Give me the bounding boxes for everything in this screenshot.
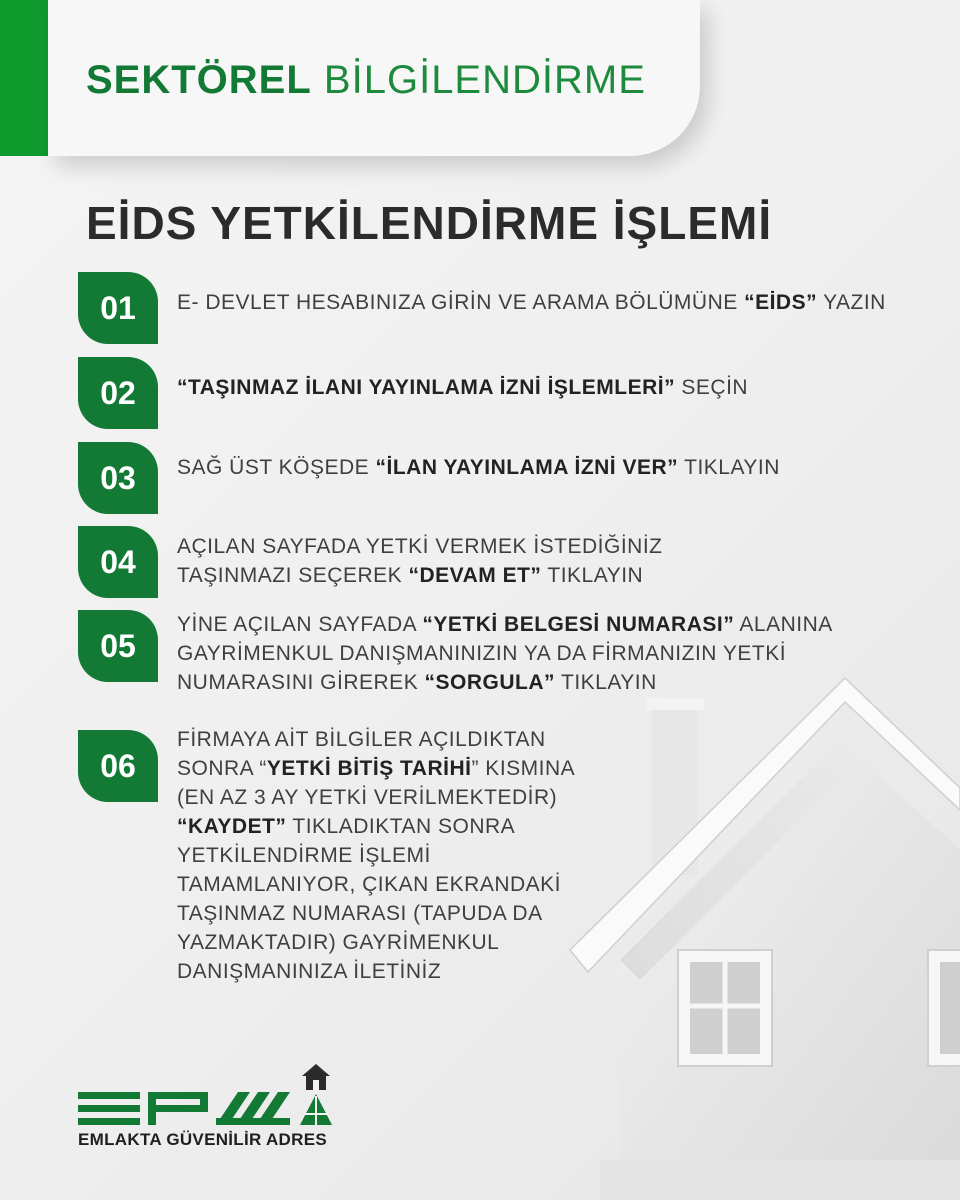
section-header [86,58,646,103]
page-title: EİDS YETKİLENDİRME İŞLEMİ [86,197,773,249]
window [678,950,772,1066]
step-number-badge: 06 [78,730,158,802]
step-number-badge: 05 [78,610,158,682]
step-text: YİNE AÇILAN SAYFADA “YETKİ BELGESİ NUMARASI” ALANINA GAYRİMENKUL DANIŞMANINIZIN YA DA FİRMANIZIN YETKİ NUMARASINI GİREREK “SORGULA” TIKLAYIN [177,613,833,694]
logo-tagline: EMLAKTA GÜVENİLİR ADRES [78,1130,327,1149]
step-text: SAĞ ÜST KÖŞEDE “İLAN YAYINLAMA İZNİ VER” TIKLAYIN [177,456,780,479]
step-text: FİRMAYA AİT BİLGİLER AÇILDIKTAN SONRA “YETKİ BİTİŞ TARİHİ” KISMINA (EN AZ 3 AY YETKİ VERİLMEKTEDİR) “KAYDET” TIKLADIKTAN SONRA YETKİLENDİRME İŞLEMİ TAMAMLANIYOR, ÇIKAN EKRANDAKİ TAŞINMAZ NUMARASI (TAPUDA DA YAZMAKTADIR) GAYRİMENKUL DANIŞMANINIZA İLETİNİZ [177,728,576,983]
header-title-light: BİLGİLENDİRME [323,58,646,102]
step-number-badge: 02 [78,357,158,429]
step-number-badge: 04 [78,526,158,598]
house-base [600,1160,960,1200]
house-illustration [560,660,960,1200]
step-text: “TAŞINMAZ İLANI YAYINLAMA İZNİ İŞLEMLERİ” SEÇİN [177,376,749,399]
accent-bar [0,0,48,156]
step-number-badge: 03 [78,442,158,514]
step-text: AÇILAN SAYFADA YETKİ VERMEK İSTEDİĞİNİZ TAŞINMAZI SEÇEREK “DEVAM ET” TIKLAYIN [177,535,663,587]
window [928,950,960,1066]
brand-logo [78,1062,338,1154]
epm-logo-mark [78,1062,338,1128]
step-text: E- DEVLET HESABINIZA GİRİN VE ARAMA BÖLÜMÜNE “EİDS” YAZIN [177,291,886,314]
chimney-cap [646,698,704,710]
header-title-bold: SEKTÖREL [86,58,312,102]
step-number-badge: 01 [78,272,158,344]
